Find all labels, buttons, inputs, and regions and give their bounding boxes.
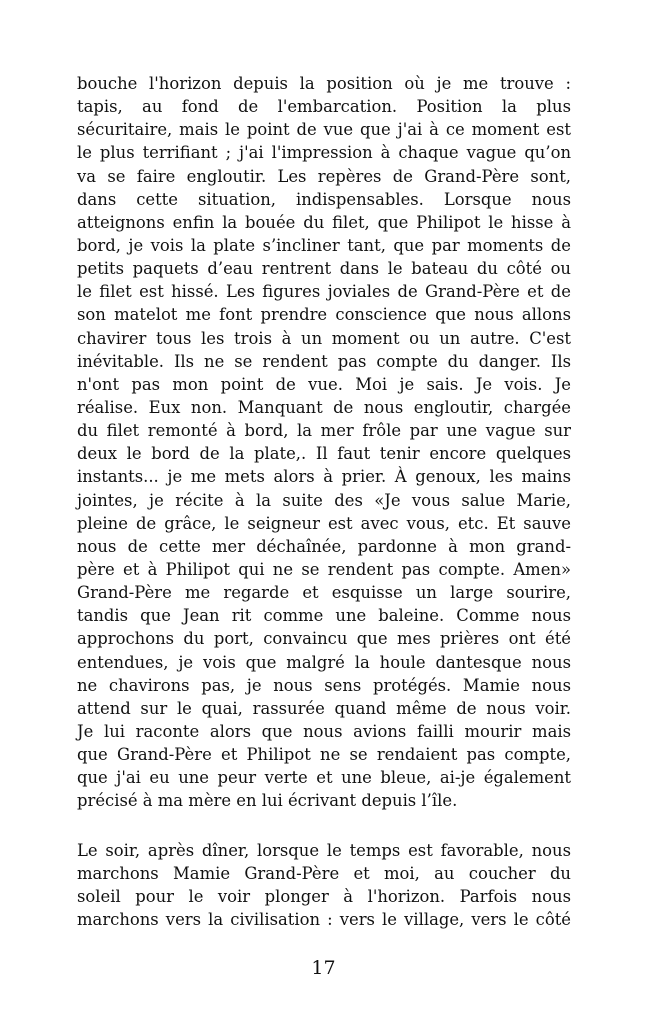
text-line: le filet est hissé. Les figures joviales de Grand-Père et de (77, 282, 571, 302)
text-line: jointes, je récite à la suite des «Je vous salue Marie, (77, 490, 571, 510)
page-number: 17 (311, 957, 336, 979)
text-line: Je lui raconte alors que nous avions failli mourir mais (77, 721, 571, 741)
text-line: Grand-Père me regarde et esquisse un large sourire, (77, 583, 571, 603)
text-line: approchons du port, convaincu que mes prières ont été (77, 629, 571, 649)
paragraph-2 (77, 839, 571, 932)
text-line: deux le bord de la plate,. Il faut tenir encore quelques (77, 444, 571, 464)
text-line: bouche l'horizon depuis la position où je me trouve : (77, 74, 571, 93)
text-line: soleil pour le voir plonger à l'horizon. Parfois nous (77, 886, 571, 906)
text-line: chavirer tous les trois à un moment ou un autre. C'est (77, 328, 571, 348)
text-line: n'ont pas mon point de vue. Moi je sais. Je vois. Je (77, 374, 571, 394)
text-line: tandis que Jean rit comme une baleine. Comme nous (77, 606, 571, 626)
text-line: père et à Philipot qui ne se rendent pas compte. Amen» (77, 559, 571, 579)
paragraph-spacer (77, 813, 571, 839)
text-line: inévitable. Ils ne se rendent pas compte du danger. Ils (77, 351, 571, 371)
text-line: marchons vers la civilisation : vers le village, vers le côté (77, 909, 571, 929)
text-line: Le soir, après dîner, lorsque le temps est favorable, nous (77, 840, 571, 860)
text-line: atteignons enfin la bouée du filet, que Philipot le hisse à (77, 212, 571, 232)
paragraph-1 (77, 72, 571, 813)
page-body (77, 72, 571, 931)
text-line: tapis, au fond de l'embarcation. Position la plus (77, 97, 571, 117)
text-line: du filet remonté à bord, la mer frôle par une vague sur (77, 421, 571, 441)
text-line: réalise. Eux non. Manquant de nous engloutir, chargée (77, 397, 571, 417)
text-line: petits paquets d’eau rentrent dans le bateau du côté ou (77, 259, 571, 279)
text-line: attend sur le quai, rassurée quand même de nous voir. (77, 698, 571, 718)
text-line: instants... je me mets alors à prier. À genoux, les mains (77, 467, 571, 487)
text-line: entendues, je vois que malgré la houle dantesque nous (77, 652, 571, 672)
text-line: pleine de grâce, le seigneur est avec vous, etc. Et sauve (77, 513, 571, 533)
text-line: marchons Mamie Grand-Père et moi, au coucher du (77, 863, 571, 883)
text-line: que Grand-Père et Philipot ne se rendaient pas compte, (77, 745, 571, 765)
text-line: dans cette situation, indispensables. Lorsque nous (77, 189, 571, 209)
text-line: bord, je vois la plate s’incliner tant, que par moments de (77, 235, 571, 255)
text-line: nous de cette mer déchaînée, pardonne à mon grand- (77, 536, 571, 556)
text-line: son matelot me font prendre conscience que nous allons (77, 305, 571, 325)
text-line: va se faire engloutir. Les repères de Grand-Père sont, (77, 166, 571, 186)
text-line: que j'ai eu une peur verte et une bleue, ai-je également (77, 768, 571, 788)
text-line: précisé à ma mère en lui écrivant depuis l’île. (77, 791, 458, 811)
text-line: le plus terrifiant ; j'ai l'impression à chaque vague qu’on (77, 143, 571, 163)
text-line: sécuritaire, mais le point de vue que j'ai à ce moment est (77, 120, 571, 140)
text-line: ne chavirons pas, je nous sens protégés. Mamie nous (77, 675, 571, 695)
